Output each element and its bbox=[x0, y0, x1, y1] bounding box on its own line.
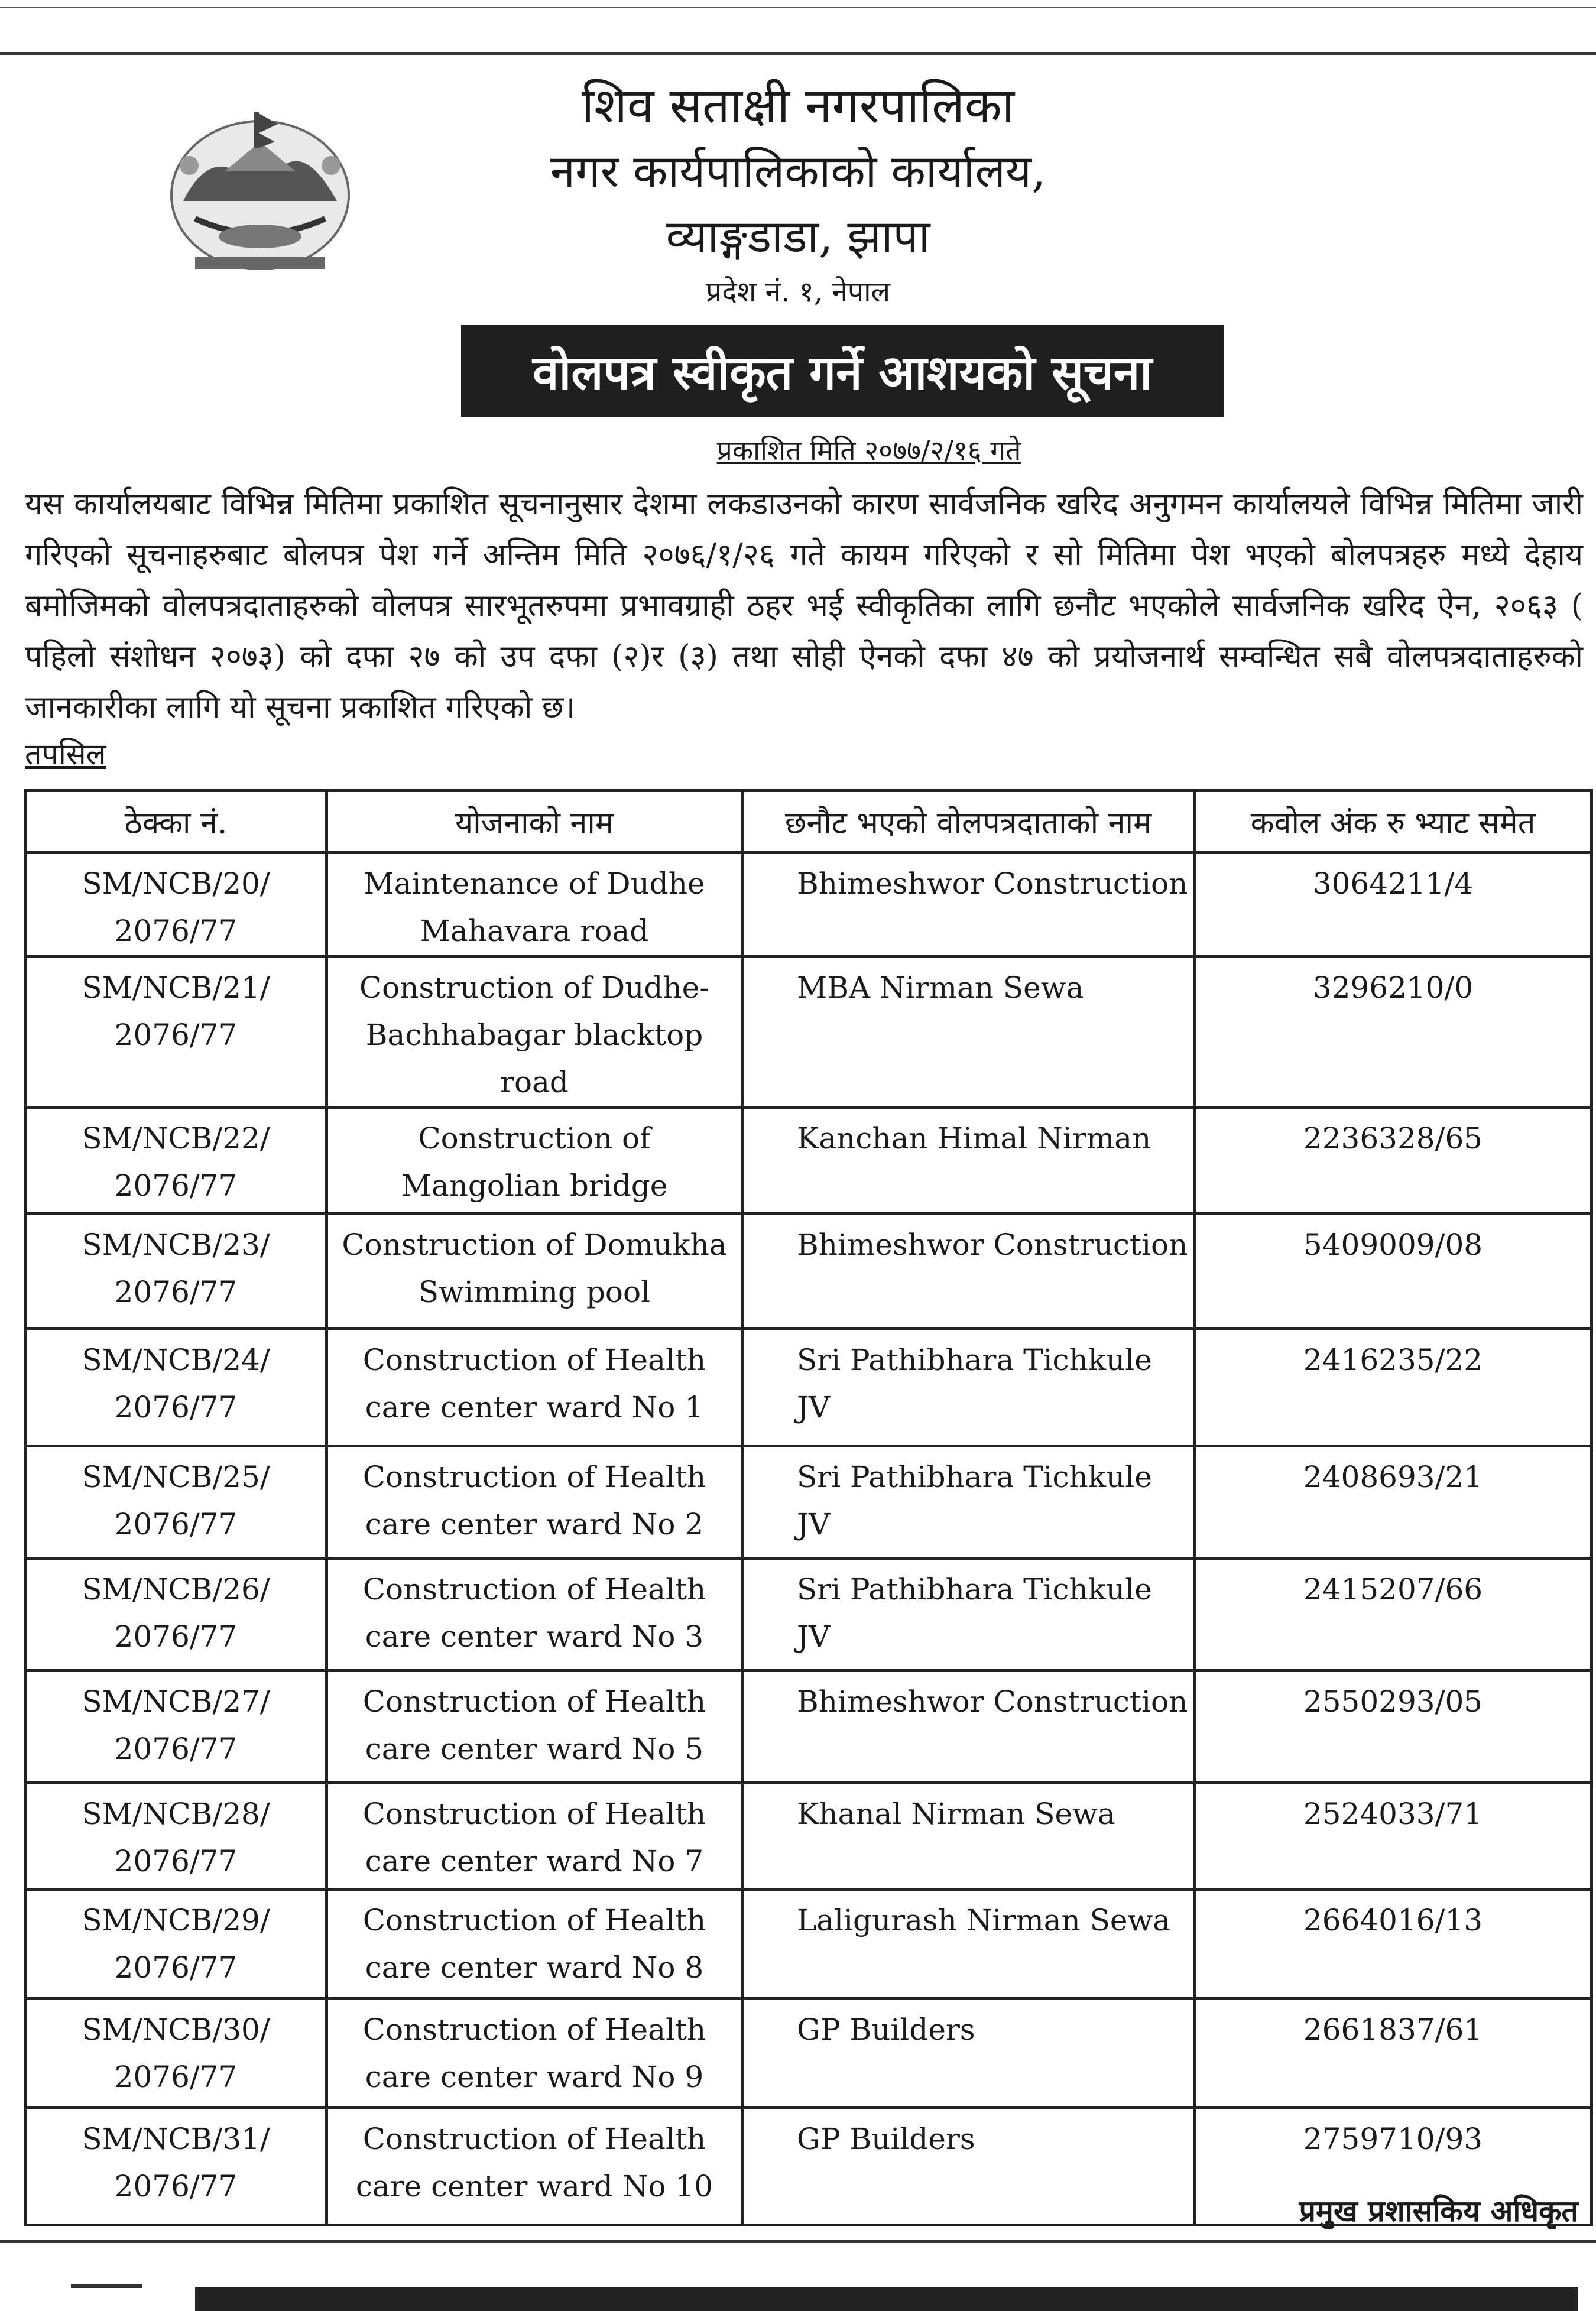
contract-no-cell: SM/NCB/21/ 2076/77 bbox=[25, 957, 327, 1108]
municipality-name: शिव सताक्षी नगरपालिका bbox=[581, 78, 1015, 134]
bidder-name-cell: Bhimeshwor Construction bbox=[742, 1671, 1195, 1783]
plan-name-cell: Maintenance of Dudhe Mahavara road bbox=[327, 853, 742, 957]
bid-amount-cell: 3064211/4 bbox=[1195, 853, 1592, 957]
bidder-name-cell: GP Builders bbox=[742, 1999, 1195, 2108]
plan-name-cell: Construction of Health care center ward No 3 bbox=[327, 1559, 742, 1671]
table-row bbox=[25, 1559, 1592, 1671]
contract-no-cell: SM/NCB/20/ 2076/77 bbox=[25, 853, 327, 957]
header-bidder-name: छनौट भएको वोलपत्रदाताको नाम bbox=[742, 791, 1195, 853]
table-row bbox=[25, 1890, 1592, 1999]
top-rule bbox=[0, 52, 1596, 55]
contract-no-cell: SM/NCB/24/ 2076/77 bbox=[25, 1329, 327, 1446]
bid-amount-cell: 2524033/71 bbox=[1195, 1783, 1592, 1890]
table-row bbox=[25, 1783, 1592, 1890]
nepal-emblem-icon bbox=[160, 100, 361, 278]
plan-name-cell: Construction of Health care center ward No 8 bbox=[327, 1890, 742, 1999]
bid-table bbox=[24, 789, 1593, 2226]
notice-body: यस कार्यालयबाट विभिन्न मितिमा प्रकाशित सूचनानुसार देशमा लकडाउनको कारण सार्वजनिक खरिद अनुगमन कार्यालयले विभिन्न मितिमा जारी गरिएको सूचनाहरुबाट बोलपत्र पेश गर्ने अन्तिम मिति २०७६/१/२६ गते कायम गरिएको र सो मितिमा पेश भएको बोलपत्रहरु मध्ये देहाय बमोजिमको वोलपत्रदाताहरुको वोलपत्र सारभूतरुपमा प्रभावग्राही ठहर भई स्वीकृतिका लागि छनौट भएकोले सार्वजनिक खरिद ऐन, २०६३ ( पहिलो संशोधन २०७३) को दफा २७ को उप दफा (२)र (३) तथा सोही ऐनको दफा ४७ को प्रयोजनार्थ सम्वन्धित सबै वोलपत्रदाताहरुको जानकारीका लागि यो सूचना प्रकाशित गरिएको छ। bbox=[25, 486, 1583, 725]
contract-no-cell: SM/NCB/25/ 2076/77 bbox=[25, 1446, 327, 1559]
contract-no-cell: SM/NCB/30/ 2076/77 bbox=[25, 1999, 327, 2108]
bidder-name-cell: Sri Pathibhara Tichkule JV bbox=[742, 1559, 1195, 1671]
header-plan-name: योजनाको नाम bbox=[327, 791, 742, 853]
schedule-label: तपसिल bbox=[25, 737, 106, 771]
bidder-name-cell: MBA Nirman Sewa bbox=[742, 957, 1195, 1108]
bid-amount-cell: 2759710/93 bbox=[1195, 2108, 1592, 2225]
contract-no-cell: SM/NCB/29/ 2076/77 bbox=[25, 1890, 327, 1999]
plan-name-cell: Construction of Health care center ward No 7 bbox=[327, 1783, 742, 1890]
bidder-name-cell: Sri Pathibhara Tichkule JV bbox=[742, 1446, 1195, 1559]
office-location: व्याङ्गडाडा, झापा bbox=[666, 210, 930, 262]
bottom-bar bbox=[195, 2287, 1578, 2311]
table-row bbox=[25, 853, 1592, 957]
bidder-name-cell: GP Builders bbox=[742, 2108, 1195, 2225]
table-row bbox=[25, 1446, 1592, 1559]
plan-name-cell: Construction of Dudhe-Bachhabagar blacktop road bbox=[327, 957, 742, 1108]
published-date: प्रकाशित मिति २०७७/२/१६ गते bbox=[716, 434, 1021, 466]
bid-amount-cell: 2408693/21 bbox=[1195, 1446, 1592, 1559]
bidder-name-cell: Khanal Nirman Sewa bbox=[742, 1783, 1195, 1890]
plan-name-cell: Construction of Health care center ward No 9 bbox=[327, 1999, 742, 2108]
contract-no-cell: SM/NCB/26/ 2076/77 bbox=[25, 1559, 327, 1671]
bidder-name-cell: Bhimeshwor Construction bbox=[742, 853, 1195, 957]
table-row bbox=[25, 1329, 1592, 1446]
bid-amount-cell: 2236328/65 bbox=[1195, 1108, 1592, 1214]
bidder-name-cell: Bhimeshwor Construction bbox=[742, 1214, 1195, 1329]
bid-amount-cell: 2664016/13 bbox=[1195, 1890, 1592, 1999]
plan-name-cell: Construction of Health care center ward No 2 bbox=[327, 1446, 742, 1559]
contract-no-cell: SM/NCB/27/ 2076/77 bbox=[25, 1671, 327, 1783]
header-contract-no: ठेक्का नं. bbox=[25, 791, 327, 853]
plan-name-cell: Construction of Health care center ward No 5 bbox=[327, 1671, 742, 1783]
contract-no-cell: SM/NCB/22/ 2076/77 bbox=[25, 1108, 327, 1214]
table-row bbox=[25, 1108, 1592, 1214]
province: प्रदेश नं. १, नेपाल bbox=[705, 275, 891, 309]
office-header bbox=[414, 74, 1182, 313]
table-row bbox=[25, 957, 1592, 1108]
bid-amount-cell: 3296210/0 bbox=[1195, 957, 1592, 1108]
bid-amount-cell: 2415207/66 bbox=[1195, 1559, 1592, 1671]
header-bid-amount: कवोल अंक रु भ्याट समेत bbox=[1195, 791, 1592, 853]
contract-no-cell: SM/NCB/31/ 2076/77 bbox=[25, 2108, 327, 2225]
table-row bbox=[25, 1999, 1592, 2108]
plan-name-cell: Construction of Health care center ward No 1 bbox=[327, 1329, 742, 1446]
plan-name-cell: Construction of Health care center ward No 10 bbox=[327, 2108, 742, 2225]
plan-name-cell: Construction of Mangolian bridge bbox=[327, 1108, 742, 1214]
bidder-name-cell: Laligurash Nirman Sewa bbox=[742, 1890, 1195, 1999]
bid-amount-cell: 5409009/08 bbox=[1195, 1214, 1592, 1329]
notice-title: वोलपत्र स्वीकृत गर्ने आशयको सूचना bbox=[461, 325, 1224, 417]
bidder-name-cell: Sri Pathibhara Tichkule JV bbox=[742, 1329, 1195, 1446]
plan-name-cell: Construction of Domukha Swimming pool bbox=[327, 1214, 742, 1329]
bottom-rule bbox=[0, 2240, 1596, 2243]
office-name: नगर कार्यपालिकाको कार्यालय, bbox=[550, 145, 1046, 197]
bidder-name-cell: Kanchan Himal Nirman bbox=[742, 1108, 1195, 1214]
table-row bbox=[25, 1671, 1592, 1783]
signature-title: प्रमुख प्रशासकिय अधिकृत bbox=[1299, 2193, 1578, 2228]
contract-no-cell: SM/NCB/23/ 2076/77 bbox=[25, 1214, 327, 1329]
bid-amount-cell: 2661837/61 bbox=[1195, 1999, 1592, 2108]
contract-no-cell: SM/NCB/28/ 2076/77 bbox=[25, 1783, 327, 1890]
top-thin-rule bbox=[0, 7, 1596, 8]
bid-amount-cell: 2416235/22 bbox=[1195, 1329, 1592, 1446]
table-header-row bbox=[25, 791, 1592, 853]
table-row bbox=[25, 1214, 1592, 1329]
bid-amount-cell: 2550293/05 bbox=[1195, 1671, 1592, 1783]
